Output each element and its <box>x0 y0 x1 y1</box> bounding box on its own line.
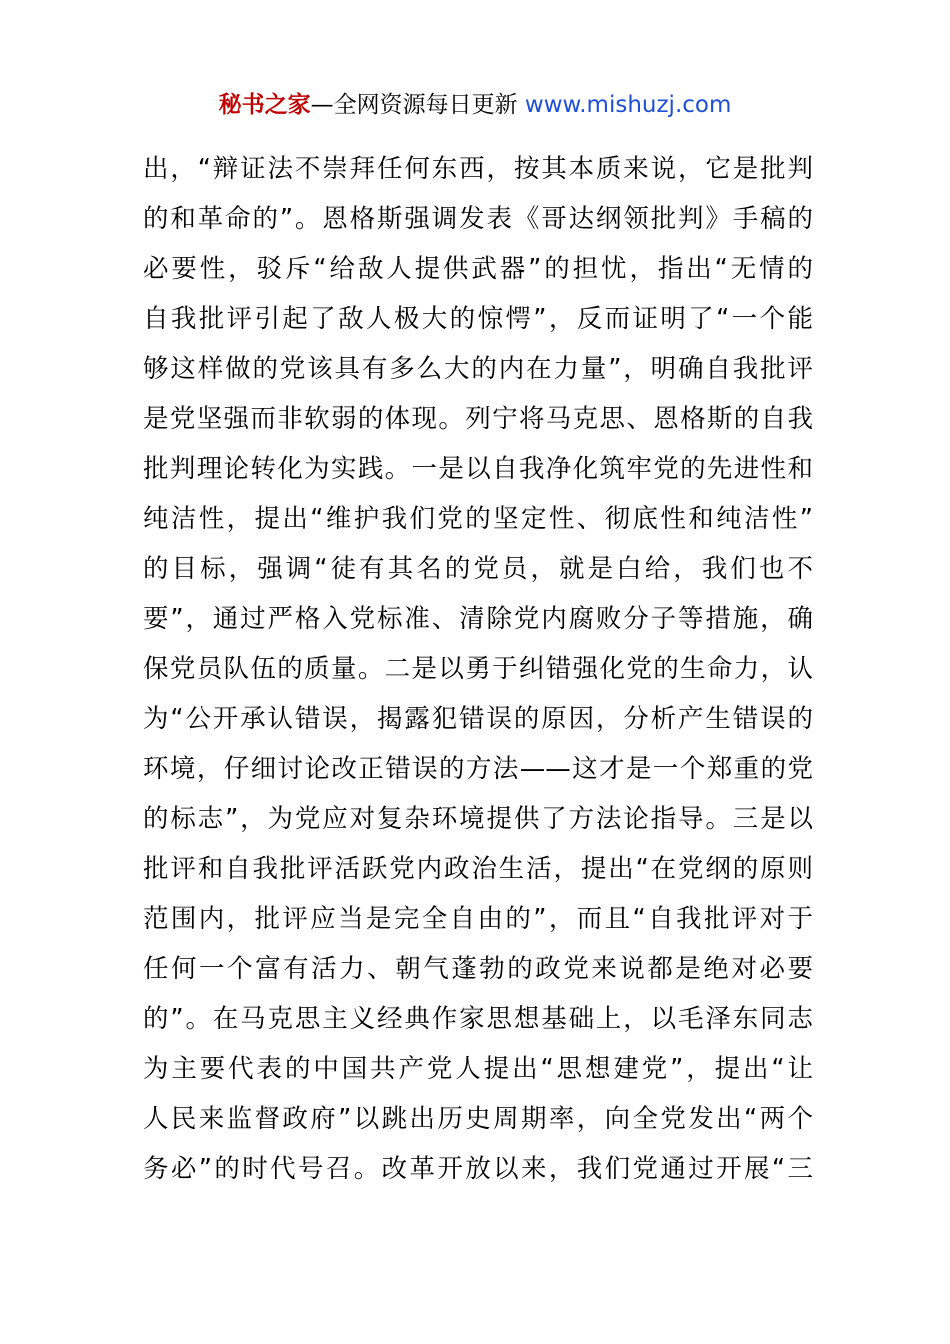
text-line: 范围内，批评应当是完全自由的”，而且“自我批评对于 <box>143 904 813 934</box>
text-line: 环境，仔细讨论改正错误的方法——这才是一个郑重的党 <box>143 754 813 784</box>
site-brand: 秘书之家 <box>218 92 311 118</box>
text-line: 纯洁性，提出“维护我们党的坚定性、彻底性和纯洁性” <box>143 504 813 534</box>
text-line: 人民来监督政府”以跳出历史周期率，向全党发出“两个 <box>143 1104 813 1134</box>
text-line: 必要性，驳斥“给敌人提供武器”的担忧，指出“无情的 <box>143 254 813 284</box>
text-line: 任何一个富有活力、朝气蓬勃的政党来说都是绝对必要 <box>143 954 813 984</box>
text-line: 为“公开承认错误，揭露犯错误的原因，分析产生错误的 <box>143 704 813 734</box>
text-line: 的和革命的”。恩格斯强调发表《哥达纲领批判》手稿的 <box>143 204 813 234</box>
text-line: 出，“辩证法不崇拜任何东西，按其本质来说，它是批判 <box>143 154 813 184</box>
text-line: 的标志”，为党应对复杂环境提供了方法论指导。三是以 <box>143 804 813 834</box>
text-line: 的”。在马克思主义经典作家思想基础上，以毛泽东同志 <box>143 1004 813 1034</box>
document-body <box>143 144 813 1194</box>
site-tagline: —全网资源每日更新 <box>310 92 525 118</box>
text-line: 自我批评引起了敌人极大的惊愕”，反而证明了“一个能 <box>143 304 813 334</box>
text-line: 保党员队伍的质量。二是以勇于纠错强化党的生命力，认 <box>143 654 813 684</box>
text-line: 的目标，强调“徒有其名的党员，就是白给，我们也不 <box>143 554 813 584</box>
text-line: 是党坚强而非软弱的体现。列宁将马克思、恩格斯的自我 <box>143 404 813 434</box>
text-line: 批判理论转化为实践。一是以自我净化筑牢党的先进性和 <box>143 454 813 484</box>
site-url-link[interactable]: www.mishuzj.com <box>524 92 732 118</box>
text-line: 要”，通过严格入党标准、清除党内腐败分子等措施，确 <box>143 604 813 634</box>
text-line: 够这样做的党该具有多么大的内在力量”，明确自我批评 <box>143 354 813 384</box>
page-header <box>0 88 950 122</box>
text-line: 批评和自我批评活跃党内政治生活，提出“在党纲的原则 <box>143 854 813 884</box>
text-line: 务必”的时代号召。改革开放以来，我们党通过开展“三 <box>143 1154 813 1184</box>
text-line: 为主要代表的中国共产党人提出“思想建党”，提出“让 <box>143 1054 813 1084</box>
